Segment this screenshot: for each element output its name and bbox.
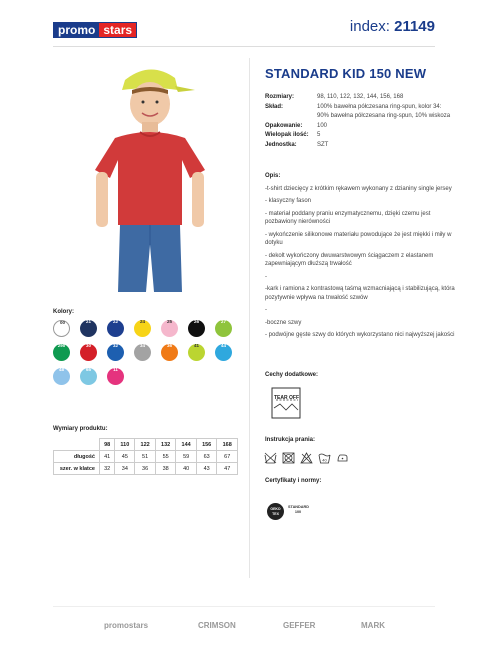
color-swatch[interactable] [80, 344, 97, 361]
description-list [265, 185, 455, 340]
color-code: 32 [112, 343, 118, 348]
spec-key: Rozmiary: [265, 94, 295, 100]
color-swatch[interactable] [107, 368, 124, 385]
spec-row [265, 131, 455, 141]
size-value: 38 [155, 463, 176, 475]
color-swatch[interactable] [80, 368, 97, 385]
description-item: - [265, 307, 267, 313]
spec-value: 100 [317, 122, 328, 129]
sizes-label: Wymiary produktu: [53, 426, 108, 432]
color-swatch[interactable] [188, 344, 205, 361]
oeko-tex-badge: OEKO TEX [267, 503, 284, 520]
description-item: -t-shirt dziecięcy z krótkim rękawem wykonany z dzianiny single jersey [265, 185, 452, 192]
size-row [54, 463, 238, 475]
size-header: 132 [155, 439, 176, 451]
color-code: 11 [113, 367, 118, 372]
color-code: 00 [59, 320, 65, 325]
spec-row [265, 141, 455, 151]
size-value: 63 [196, 451, 217, 463]
color-swatch[interactable] [53, 368, 70, 385]
color-code: 21 [85, 319, 91, 324]
color-code: 26 [193, 319, 199, 324]
wash-temp: 40 [322, 457, 327, 463]
spec-value: 5 [317, 132, 321, 138]
product-index [350, 18, 435, 35]
size-header: 98 [100, 439, 115, 451]
color-code: 24 [139, 319, 145, 324]
spec-key: Wielopak ilość: [265, 132, 309, 138]
color-code: 22 [112, 319, 118, 324]
description-item: - wykończenie silikonowe materiału powodujące że jest miękki i miły w dotyku [265, 231, 452, 246]
description-item: - [265, 273, 267, 280]
color-code: 290 [57, 343, 66, 348]
size-value: 40 [176, 463, 197, 475]
size-header: 156 [196, 439, 217, 451]
size-value: 51 [135, 451, 156, 463]
color-swatch[interactable] [215, 320, 232, 337]
size-value: 47 [217, 463, 238, 475]
size-value: 43 [196, 463, 217, 475]
description-item: - materiał poddany praniu enzymatycznemu, dzięki czemu jest pozbawiony nierówności [265, 210, 431, 225]
header-divider [53, 46, 435, 47]
care-label: Instrukcja prania: [265, 437, 316, 443]
spec-value: 100% bawełna półczesana ring-spun, kolor 34: 90% bawełna półczesana ring-spun, 10% wiskoza [317, 103, 451, 119]
color-code: 27 [220, 319, 226, 324]
size-corner [54, 439, 100, 451]
size-value: 45 [115, 451, 135, 463]
size-header: 144 [176, 439, 197, 451]
size-header: 122 [135, 439, 156, 451]
index-label: index: [349, 18, 390, 35]
color-swatch[interactable] [161, 320, 178, 337]
description-item: -boczne szwy [265, 319, 302, 326]
description-title: Opis: [265, 173, 281, 179]
size-value: 55 [155, 451, 176, 463]
header [0, 0, 500, 60]
size-value: 67 [217, 451, 238, 463]
size-row [54, 451, 238, 463]
size-table [53, 438, 238, 475]
brand-logo-stars: stars [99, 23, 136, 37]
footer-brand-logo[interactable]: CRIMSON [198, 621, 236, 630]
color-code: 36 [166, 343, 172, 348]
footer-divider [53, 606, 435, 607]
spec-key: Skład: [265, 103, 284, 110]
no-bleach-icon [300, 452, 313, 464]
certs-label: Certyfikaty i normy: [265, 478, 322, 484]
color-code: 25 [166, 319, 172, 324]
size-measure: długość [54, 451, 100, 463]
color-swatch[interactable] [161, 344, 178, 361]
product-photo [70, 60, 230, 295]
color-swatch[interactable] [53, 320, 70, 337]
footer-brand-logo[interactable]: GEFFER [283, 621, 316, 630]
description-item: -kark i ramiona z kontrastową taśmą wzmacniającą i stabilizującą, która pozytywnie wpływa na trwałość szwów [265, 286, 455, 301]
size-value: 36 [135, 463, 156, 475]
extras-label: Cechy dodatkowe: [265, 372, 319, 378]
color-code: 41 [193, 343, 199, 348]
tear-off-icon [270, 386, 304, 422]
care-icons [264, 452, 349, 464]
spec-list [265, 93, 455, 150]
footer-brand-logo[interactable]: MARK [361, 621, 385, 630]
index-value: 21149 [394, 18, 435, 35]
color-code: 34 [139, 343, 145, 348]
color-code: 48 [58, 367, 64, 372]
spec-value: 98, 110, 122, 132, 144, 156, 168 [317, 94, 404, 100]
spec-row [265, 122, 455, 132]
color-code: 65 [85, 367, 91, 372]
description-item: - dekolt wykończony dwuwarstwowym ściągaczem z elastanem zapewniającym dłuższą trwałość [265, 252, 434, 267]
colors-label: Kolory: [53, 309, 74, 315]
spec-row [265, 103, 455, 122]
color-swatch[interactable] [188, 320, 205, 337]
brand-logo[interactable] [53, 22, 137, 38]
tear-off-label: TEAR OFF [274, 395, 299, 401]
color-swatch[interactable] [134, 320, 151, 337]
no-wash-icon [264, 452, 277, 464]
footer-brand-logo[interactable]: promostars [104, 621, 149, 630]
color-swatch[interactable] [80, 320, 97, 337]
color-swatch[interactable] [107, 344, 124, 361]
size-value: 32 [100, 463, 115, 475]
column-divider [249, 58, 250, 578]
description-item: - klasyczny fason [265, 198, 312, 204]
color-swatch[interactable] [215, 344, 232, 361]
color-code: 30 [85, 343, 91, 348]
size-measure: szer. w klatce [54, 463, 100, 475]
color-swatch[interactable] [107, 320, 124, 337]
size-header-row [54, 439, 238, 451]
color-code: 44 [220, 343, 226, 348]
product-title: STANDARD KID 150 NEW [265, 66, 427, 81]
description [265, 172, 455, 344]
no-dry-clean-icon [282, 452, 295, 464]
brand-logo-promo: promo [54, 23, 99, 37]
size-value: 41 [100, 451, 115, 463]
spec-key: Jednostka: [265, 141, 297, 148]
oeko-tex-standard: STANDARD 100 [288, 505, 310, 514]
wash-40-icon [318, 452, 331, 464]
size-header: 168 [217, 439, 238, 451]
size-value: 34 [115, 463, 135, 475]
spec-value: SZT [317, 141, 329, 148]
color-swatch[interactable] [53, 344, 70, 361]
iron-icon [336, 452, 349, 464]
spec-key: Opakowanie: [265, 122, 303, 129]
size-header: 110 [115, 439, 135, 451]
description-item: - podwójne gęste szwy do których wykorzystano nici najwyższej jakości [265, 332, 455, 338]
size-value: 59 [176, 451, 197, 463]
color-swatch[interactable] [134, 344, 151, 361]
spec-row [265, 93, 455, 103]
